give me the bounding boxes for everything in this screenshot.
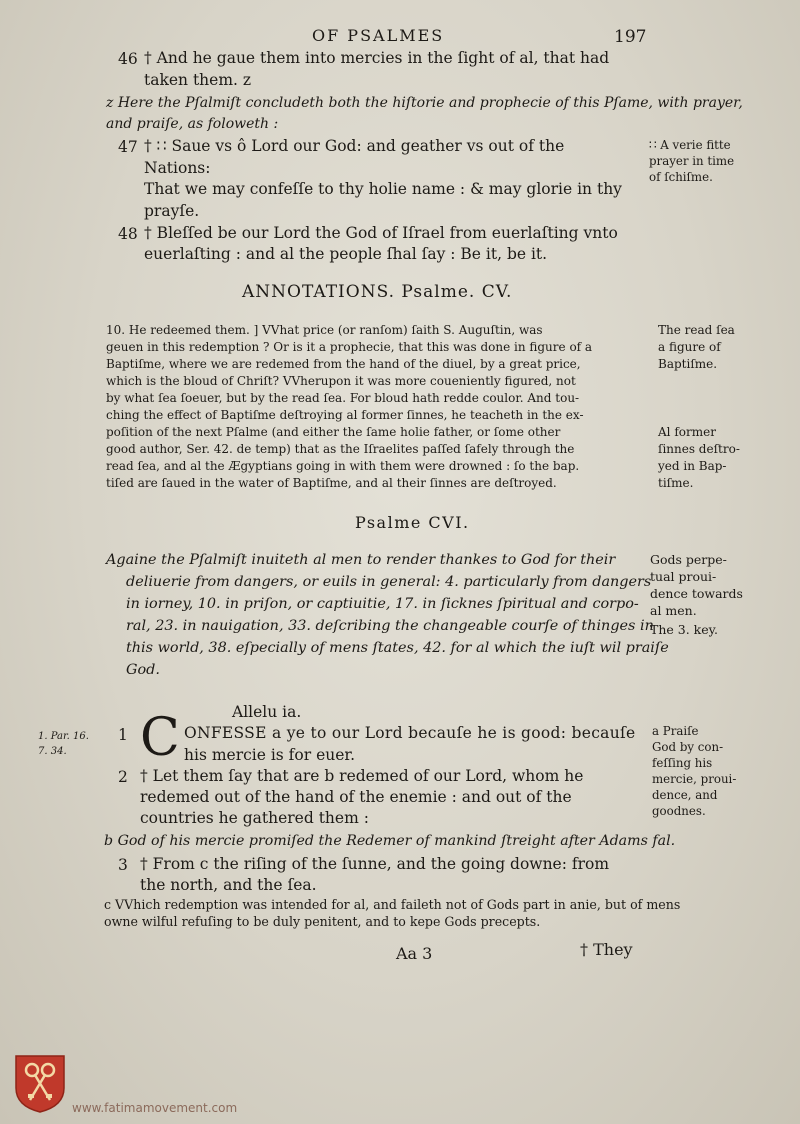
annotation-line-2: geuen in this redemption ? Or is it a propheciе, that this was done in figure of a xyxy=(106,340,593,354)
verse-2-line-3: countries he gathered them : xyxy=(140,809,369,827)
margin-note-47-line-2: prayer in time xyxy=(649,154,735,168)
argument-line-6: God. xyxy=(126,662,160,678)
alleluia: Allelu ia. xyxy=(232,703,302,721)
drop-cap: C xyxy=(140,708,180,768)
verse-3-line-1: † From c the riſing of the ſunne, and the going downe: from xyxy=(140,855,610,873)
verse-1-margin-1: a Praiſe xyxy=(652,724,699,738)
running-title: OF PSALMES xyxy=(312,26,445,45)
argument-margin-4: al men. xyxy=(650,603,697,618)
cross-reference: 1. Par. 16. 7. 34. xyxy=(38,731,89,757)
keys-shield-icon xyxy=(12,1052,68,1114)
verse-48-number: 48 xyxy=(118,225,138,243)
annotation-line-5: by what ſea ſoeuer, but by the read ſea. For bloud hath redde coulor. And tou- xyxy=(106,391,580,405)
annotations-heading: ANNOTATIONS. Psalme. CV. xyxy=(242,282,513,302)
verse-2-number: 2 xyxy=(118,768,128,786)
c-note-line-1: c VVhich redemption was intended for al, and faileth not of Gods part in anie, but of mens xyxy=(104,897,681,912)
annotation-margin-8: ſinnes deſtro- xyxy=(658,442,740,456)
verse-46-line-2: taken them. z xyxy=(144,71,252,89)
annotation-line-9: read ſea, and al the Ægyptians going in with them were drowned : ſo the bap. xyxy=(106,459,580,473)
verse-47-number: 47 xyxy=(118,138,138,156)
annotation-margin-2: a figure of xyxy=(658,340,721,354)
verse-1-margin-3: feſſing his xyxy=(652,756,713,770)
argument-line-5: this world, 38. eſpecially of mens ſtates, 42. for al which the iuſt wil praiſe xyxy=(126,640,669,656)
z-note-line-1: z Here the Pſalmiſt concludeth both the hiſtorie and propheciе of this Pſame, with prayer, xyxy=(106,95,743,111)
verse-1-line-1: ONFESSE a ye to our Lord becauſe he is good: becauſe xyxy=(184,724,636,742)
annotation-margin-3: Baptiſme. xyxy=(658,357,718,371)
verse-2-line-2: redemed out of the hand of the enemie : and out of the xyxy=(140,788,572,806)
signature-mark: Aa 3 xyxy=(396,944,433,963)
verse-48-line-2: euerlaſting : and al the people ſhal ſay : Be it, be it. xyxy=(144,245,548,263)
annotation-line-3: Baptiſme, where we are redemed from the hand of the diuel, by a great price, xyxy=(106,357,581,371)
annotation-line-8: good author, Ser. 42. de temp) that as the Iſraelites paſſed ſafely through the xyxy=(106,442,575,456)
fatima-logo xyxy=(12,1052,68,1114)
verse-1-line-2: his mercie is for euer. xyxy=(184,746,356,764)
argument-margin-5: The 3. key. xyxy=(650,622,719,637)
catchword: † They xyxy=(580,940,633,959)
b-note: b God of his mercie promiſed the Redemer of mankind ſtreight after Adams fal. xyxy=(104,833,676,849)
annotation-line-4: which is the bloud of Chriſt? VVherupon it was more coueniently figured, not xyxy=(106,374,576,388)
verse-1-margin-6: goodnes. xyxy=(652,804,706,818)
verse-1-margin-2: God by con- xyxy=(652,740,724,754)
page-number: 197 xyxy=(614,27,647,47)
argument-line-2: deliuerie from dangers, or euils in general: 4. particularly from dangers xyxy=(126,574,652,590)
annotation-margin-7: Al former xyxy=(658,425,716,439)
annotation-margin-1: The read ſea xyxy=(658,323,735,337)
verse-3-number: 3 xyxy=(118,856,128,874)
verse-3-line-2: the north, and the ſea. xyxy=(140,876,317,894)
verse-47-line-3: That we may confeſſe to thy holie name : & may glorie in thy xyxy=(144,180,622,198)
margin-note-47-line-1: ∷ A verie fitte xyxy=(649,138,731,152)
annotation-margin-10: tiſme. xyxy=(658,476,694,490)
argument-margin-3: dence towards xyxy=(650,586,743,601)
annotation-line-6: ching the effect of Baptiſme deſtroying al former ſinnes, he teacheth in the ex- xyxy=(106,408,584,422)
margin-note-47-line-3: of ſchiſme. xyxy=(649,170,713,184)
watermark-site: www.fatimamovement.com xyxy=(72,1101,238,1115)
z-note-line-2: and praiſe, as foloweth : xyxy=(106,116,279,132)
psalm-106-heading: Psalme CVI. xyxy=(355,513,470,532)
verse-2-line-1: † Let them ſay that are b redemed of our Lord, whom he xyxy=(140,767,584,785)
verse-46-number: 46 xyxy=(118,50,138,68)
argument-line-4: ral, 23. in nauigation, 33. deſcribing the changeable courſe of thinges in xyxy=(126,618,654,634)
argument-line-1: Againe the Pſalmiſt inuiteth al men to render thankes to God for their xyxy=(106,552,616,568)
annotation-margin-9: yed in Bap- xyxy=(658,459,727,473)
verse-47-line-2: Nations: xyxy=(144,159,211,177)
c-note-line-2: owne wilful refuſing to be duly penitent, and to kepe Gods precepts. xyxy=(104,914,541,929)
argument-margin-1: Gods perpe- xyxy=(650,552,727,567)
verse-48-line-1: † Bleſſed be our Lord the God of Iſrael from euerlaſting vnto xyxy=(144,224,618,242)
argument-margin-2: tual proui- xyxy=(650,569,717,584)
verse-1-margin-5: dence, and xyxy=(652,788,718,802)
argument-line-3: in iorney, 10. in priſon, or captiuitie, 17. in ſicknes ſpiritual and corpo- xyxy=(126,596,639,612)
annotation-line-10: tiſed are ſaued in the water of Baptiſme, and al their ſinnes are deſtroyed. xyxy=(106,476,557,490)
annotation-line-7: poſition of the next Pſalme (and either the ſame holie father, or ſome other xyxy=(106,425,561,439)
verse-1-margin-4: mercie, proui- xyxy=(652,772,737,786)
verse-1-number: 1 xyxy=(118,726,128,744)
annotation-line-1: 10. He redeemed them. ] VVhat price (or ranſom) ſaith S. Auguſtin, was xyxy=(106,323,543,337)
verse-47-line-1: † ∷ Saue vs ô Lord our God: and geather vs out of the xyxy=(144,137,565,155)
verse-46-line-1: † And he gaue them into mercies in the ſight of al, that had xyxy=(144,49,610,67)
verse-47-line-4: prayſe. xyxy=(144,202,200,220)
